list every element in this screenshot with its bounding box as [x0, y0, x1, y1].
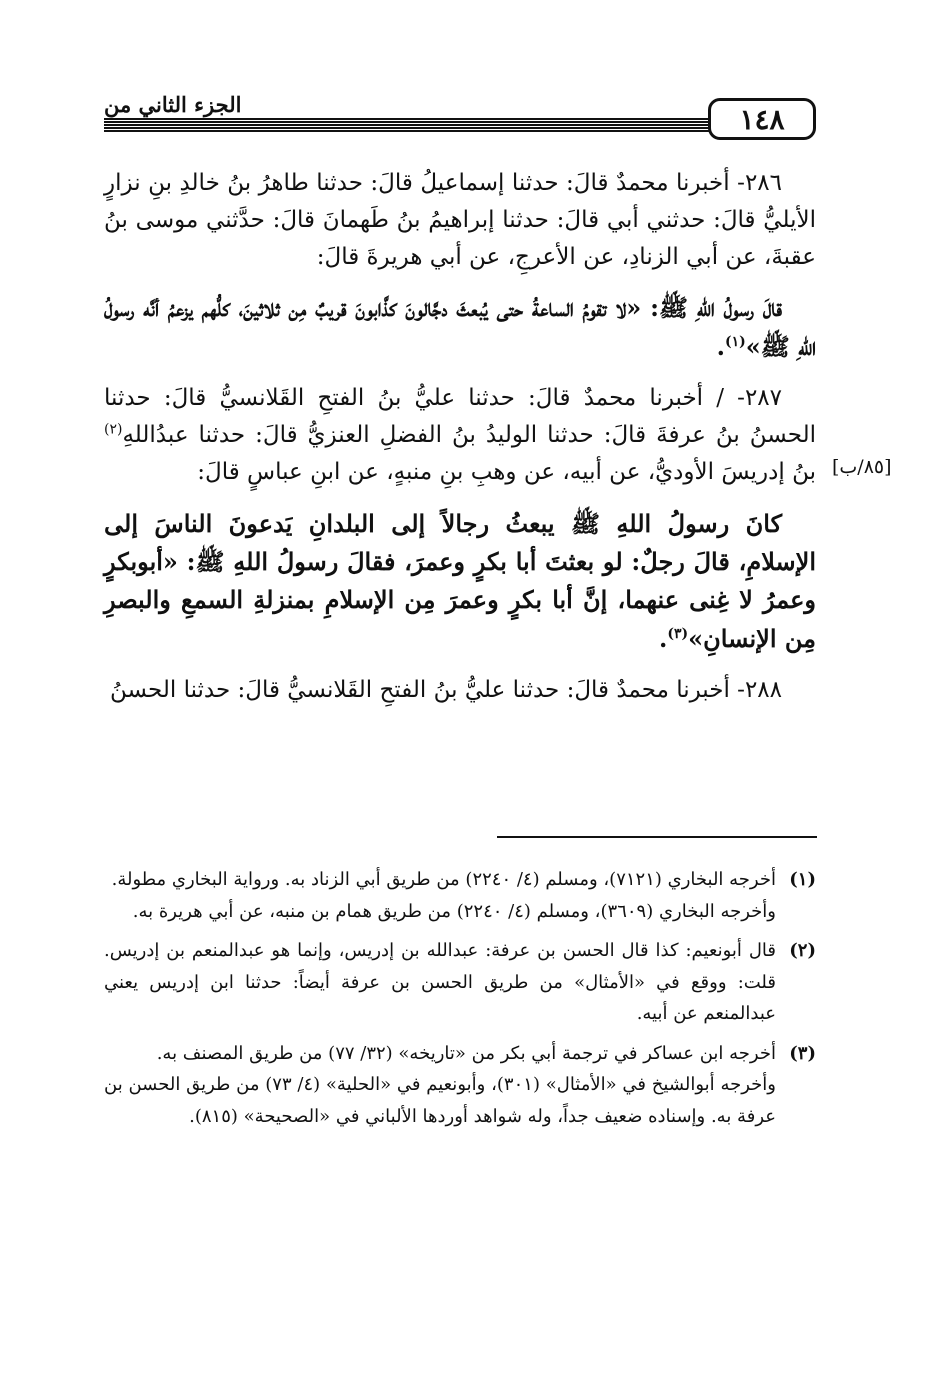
footnote-line: وأخرجه البخاري (٣٦٠٩)، ومسلم (٤/ ٢٢٤٠) من طريق همام بن منبه، عن أبي هريرة به.	[132, 900, 776, 922]
hadith-288-isnad	[104, 672, 816, 709]
footnote-body	[104, 1038, 776, 1133]
hadith-286-matn-text: قالَ رسولُ اللهِ ﷺ: «لا تقومُ الساعةُ حتى يُبعثَ دجَّالونَ كذَّابونَ قريبٌ مِن ثلاثينَ، كلُّهم يزعمُ أنَّه رسولُ اللهِ ﷺ»	[104, 293, 816, 361]
footnote-3	[104, 1038, 816, 1133]
hadith-287-matn: كانَ رسولُ اللهِ ﷺ يبعثُ رجالاً إلى البلدانِ يَدعونَ الناسَ إلى الإسلامِ، قالَ رجلٌ: لو بعثتَ أبا بكرٍ وعمرَ، فقالَ رسولُ اللهِ ﷺ: «أبوبكرٍ وعمرُ لا غِنى عنهما، إنَّ أبا بكرٍ وعمرَ مِن الإسلامِ بمنزلةِ السمعِ والبصرِ مِن الإنسانِ»$^{(٣)}$.	[104, 508, 816, 653]
hadith-287-isnad	[104, 380, 816, 490]
hadith-286-matn: قالَ رسولُ اللهِ ﷺ: «لا تقومُ الساعةُ حتى يُبعثَ دجَّالونَ كذَّابونَ قريبٌ مِن ثلاثينَ، كلُّهم يزعمُ أنَّه رسولُ اللهِ ﷺ»$^{(١)}$.	[104, 293, 816, 361]
footnote-2	[104, 935, 816, 1030]
hadith-287-isnad-text-a: ٢٨٧- / أخبرنا محمدٌ قالَ: حدثنا عليُّ بنُ الفتحِ القَلانسيُّ قالَ: حدثنا الحسنُ بنُ عرفةَ قالَ: حدثنا الوليدُ بنُ الفضلِ العنزيُّ قالَ: حدثنا عبدُاللهِ	[104, 385, 816, 448]
header-rules	[104, 118, 712, 132]
page-header	[104, 92, 816, 152]
main-text	[104, 165, 816, 723]
footnote-ref-2[interactable]: (٢)	[104, 421, 123, 438]
footnote-separator	[497, 836, 817, 838]
footnote-line: أخرجه البخاري (٧١٢١)، ومسلم (٤/ ٢٢٤٠) من طريق أبي الزناد به. ورواية البخاري مطولة.	[111, 869, 776, 890]
footnote-line: قال أبونعيم: كذا قال الحسن بن عرفة: عبدالله بن إدريس، وإنما هو عبدالمنعم بن إدريس. قلت: ووقع في «الأمثال» من طريق الحسن بن عرفة أيضاً: حدثنا ابن إدريس يعني عبدالمنعم عن أبيه.	[104, 940, 776, 1024]
running-title: الجزء الثاني من	[104, 92, 242, 117]
footnote-line: وأخرجه أبوالشيخ في «الأمثال» (٣٠١)، وأبونعيم في «الحلية» (٤/ ٧٣) من طريق الحسن بن عرفة به. وإسناده ضعيف جداً، وله شواهد أوردها الألباني في «الصحيحة» (٨١٥).	[104, 1074, 776, 1127]
footnotes	[104, 864, 816, 1140]
page-number: ١٤٨	[739, 102, 785, 136]
page-number-box	[708, 98, 816, 140]
footnote-ref-1[interactable]: (١)	[724, 333, 746, 350]
footnote-body	[104, 864, 776, 927]
hadith-288-isnad-text: ٢٨٨- أخبرنا محمدٌ قالَ: حدثنا عليُّ بنُ الفتحِ القَلانسيُّ قالَ: حدثنا الحسنُ	[110, 677, 782, 704]
hadith-287-matn-text: كانَ رسولُ اللهِ ﷺ يبعثُ رجالاً إلى البلدانِ يَدعونَ الناسَ إلى الإسلامِ، قالَ رجلٌ: لو بعثتَ أبا بكرٍ وعمرَ، فقالَ رسولُ اللهِ ﷺ: «أبوبكرٍ وعمرُ لا غِنى عنهما، إنَّ أبا بكرٍ وعمرَ مِن الإسلامِ بمنزلةِ السمعِ والبصرِ مِن الإنسانِ»	[104, 508, 816, 653]
footnote-number: (٢)	[789, 940, 816, 961]
manuscript-folio-note: [٨٥/ب]	[832, 456, 892, 478]
footnote-line: أخرجه ابن عساكر في ترجمة أبي بكر من «تاريخه» (٣٢/ ٧٧) من طريق المصنف به.	[156, 1042, 776, 1064]
hadith-287-isnad-text-b: بنُ إدريسَ الأوديُّ، عن أبيه، عن وهبِ بنِ منبهٍ، عن ابنِ عباسٍ قالَ:	[197, 458, 816, 485]
hadith-286-isnad-text: ٢٨٦- أخبرنا محمدٌ قالَ: حدثنا إسماعيلُ قالَ: حدثنا طاهرُ بنُ خالدِ بنِ نزارٍ الأيليُّ قالَ: حدثني أبي قالَ: حدثنا إبراهيمُ بنُ طَهمانَ قالَ: حدَّثني موسى بنُ عقبةَ، عن أبي الزنادِ، عن الأعرجِ، عن أبي هريرةَ قالَ:	[104, 170, 816, 270]
footnote-number: (١)	[789, 869, 816, 890]
footnote-body	[104, 935, 776, 1030]
footnote-number: (٣)	[789, 1042, 816, 1064]
footnote-1	[104, 864, 816, 927]
footnote-ref-3[interactable]: (٣)	[667, 625, 689, 642]
hadith-286-isnad	[104, 165, 816, 275]
